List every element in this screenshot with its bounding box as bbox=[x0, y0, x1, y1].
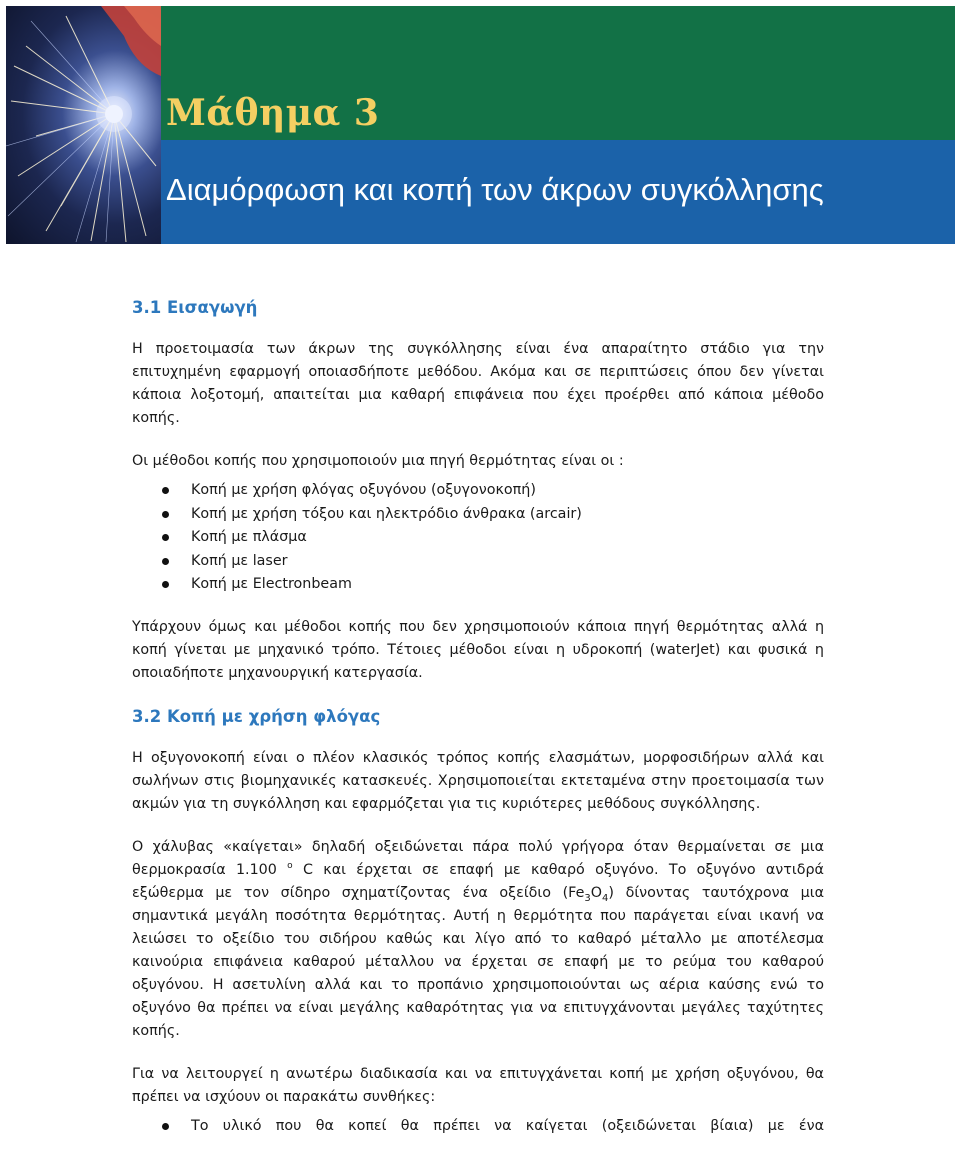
oxycutting-paragraph: Η οξυγονοκοπή είναι ο πλέον κλασικός τρόπος κοπής ελασμάτων, μορφοσιδήρων αλλά και σωλήνων στις βιομηχανικές κατασκευές. Χρησιμοποιείται εκτεταμένα στην προετοιμασία των ακμών για τη συγκόλληση και εφαρμόζεται για τις κυριότερες μεθόδους συγκόλλησης. bbox=[132, 749, 824, 812]
section-heading-flame: 3.2 Κοπή με χρήση φλόγας bbox=[132, 706, 381, 726]
intro-paragraph: Η προετοιμασία των άκρων της συγκόλλησης είναι ένα απαραίτητο στάδιο για την επιτυχημένη εφαρμογή οποιασδήποτε μεθόδου. Ακόμα και σε περιπτώσεις όπου δεν γίνεται κάποια λοξοτομή, απαιτείται μια καθαρή επιφάνεια που έχει προέρθει από κάποια μέθοδο κοπής. bbox=[132, 341, 824, 426]
paragraph-text: C και έρχεται σε επαφή με καθαρό οξυγόνο. Το οξυγόνο αντιδρά εξώθερμα με τον σίδηρο σχηματίζοντας ένα οξείδιο (Fe bbox=[132, 861, 824, 901]
conditions-intro: Για να λειτουργεί η ανωτέρω διαδικασία και να επιτυγχάνεται κοπή με χρήση οξυγόνου, θα πρέπει να ισχύουν οι παρακάτω συνθήκες: bbox=[132, 1065, 824, 1105]
subscript: 3 bbox=[584, 892, 591, 904]
list-item: Κοπή με Electronbeam bbox=[132, 573, 824, 597]
lesson-subtitle: Διαμόρφωση και κοπή των άκρων συγκόλλησης bbox=[166, 172, 824, 207]
lesson-title: Μάθημα 3 bbox=[166, 92, 380, 134]
degree-sign: ο bbox=[287, 860, 293, 871]
list-item: Κοπή με χρήση φλόγας οξυγόνου (οξυγονοκοπή) bbox=[132, 479, 824, 503]
list-item: Κοπή με χρήση τόξου και ηλεκτρόδιο άνθρακα (arcair) bbox=[132, 503, 824, 527]
cutting-methods-list bbox=[132, 479, 824, 597]
document-body bbox=[132, 296, 824, 1157]
steel-burning-paragraph bbox=[132, 836, 824, 1043]
paragraph-text: O bbox=[590, 884, 603, 901]
conditions-list bbox=[132, 1115, 824, 1139]
list-item: Το υλικό που θα κοπεί θα πρέπει να καίγεται (οξειδώνεται βίαια) με ένα bbox=[132, 1115, 824, 1139]
sparks-graphic bbox=[6, 6, 161, 244]
mechanical-methods-paragraph: Υπάρχουν όμως και μέθοδοι κοπής που δεν χρησιμοποιούν κάποια πηγή θερμότητας αλλά η κοπή γίνεται με μηχανικό τρόπο. Τέτοιες μέθοδοι είναι η υδροκοπή (waterJet) και φυσικά η οποιαδήποτε μηχανουργική κατεργασία. bbox=[132, 618, 824, 681]
section-heading-intro: 3.1 Εισαγωγή bbox=[132, 298, 258, 317]
paragraph-text: ) δίνοντας ταυτόχρονα μια σημαντικά μεγάλη ποσότητα θερμότητας. Αυτή η θερμότητα που παράγεται είναι ικανή να λειώσει το οξείδιο του σιδήρου καθώς και λίγο από το καθαρό μέταλλο με αποτέλεσμα καινούρια επιφάνεια καθαρού μέταλλου να έρχεται σε επαφή με το ρεύμα του καθαρού οξυγόνου. Η ασετυλίνη αλλά και το προπάνιο χρησιμοποιούνται ως αέρια καύσης ενώ το οξυγόνο θα πρέπει να είναι μεγάλης καθαρότητας για να επιτυγχάνονται μεγάλες ταχύτητες κοπής. bbox=[132, 884, 824, 1039]
methods-intro: Οι μέθοδοι κοπής που χρησιμοποιούν μια πηγή θερμότητας είναι οι : bbox=[132, 453, 624, 469]
list-item: Κοπή με laser bbox=[132, 550, 824, 574]
list-item: Κοπή με πλάσμα bbox=[132, 526, 824, 550]
subscript: 4 bbox=[602, 892, 609, 904]
welding-sparks-photo bbox=[6, 6, 161, 244]
header-banner bbox=[6, 6, 955, 244]
paragraph-text: Ο χάλυβας «καίγεται» δηλαδή οξειδώνεται πάρα πολύ γρήγορα όταν θερμαίνεται σε μια θερμοκρασία 1.100 bbox=[132, 838, 824, 878]
